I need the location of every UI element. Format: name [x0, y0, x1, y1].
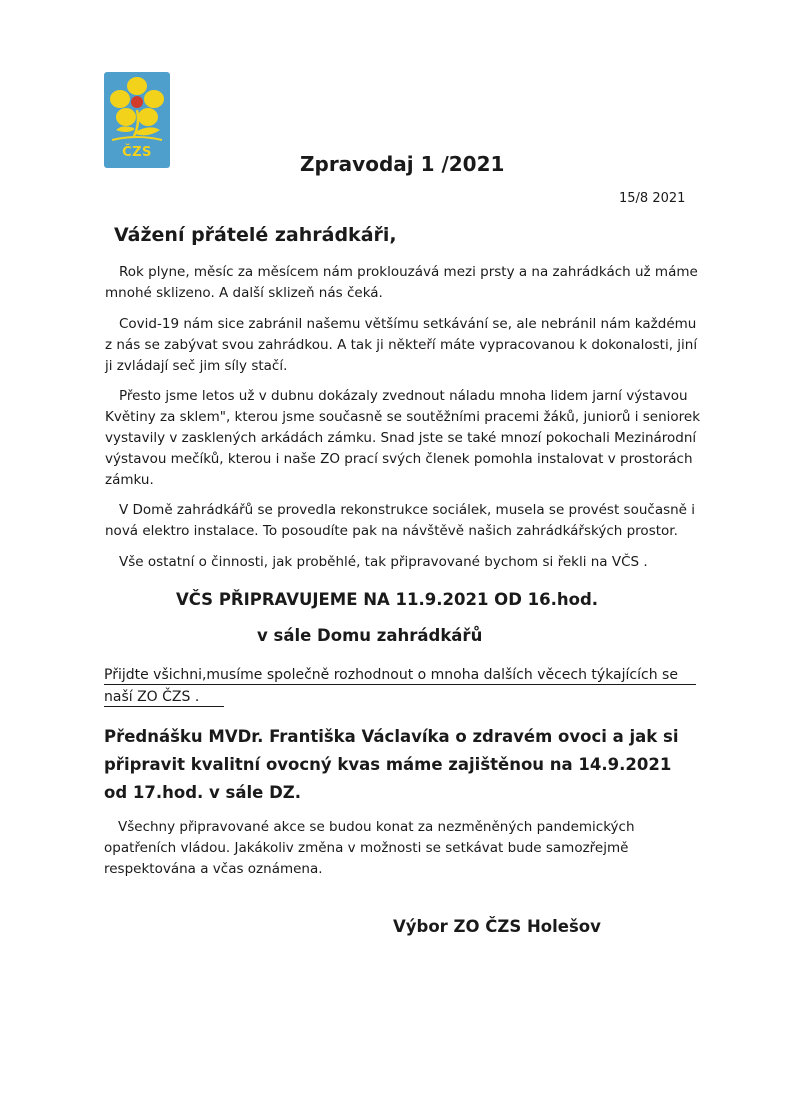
- greeting-heading: Vážení přátelé zahrádkáři,: [114, 224, 397, 246]
- paragraph: Vše ostatní o činnosti, jak proběhlé, tak připravované bychom si řekli na VČS .: [119, 554, 648, 570]
- announcement-date: VČS PŘIPRAVUJEME NA 11.9.2021 OD 16.hod.: [176, 590, 599, 609]
- underline: [104, 684, 696, 685]
- page-title: Zpravodaj 1 /2021: [300, 152, 505, 176]
- paragraph: Covid-19 nám sice zabránil našemu většímu setkávání se, ale nebránil nám každému z nás se zabývat svou zahrádkou. A tak ji někteří máte vypracovanou k dokonalosti, jiní ji zvládají seč jim síly stačí.: [105, 316, 698, 374]
- issue-date: 15/8 2021: [619, 191, 686, 206]
- logo-text: ČZS: [122, 145, 152, 160]
- lecture-announcement: Přednášku MVDr. Františka Václavíka o zdravém ovoci a jak si připravit kvalitní ovocný kvas máme zajištěnou na 14.9.2021 od 17.hod. v sále DZ.: [104, 727, 679, 802]
- paragraph: V Domě zahrádkářů se provedla rekonstrukce sociálek, musela se provést současně i nová elektro instalace. To posoudíte pak na návštěvě našich zahrádkářských prostor.: [105, 502, 696, 539]
- czs-logo: [104, 72, 170, 168]
- signature: Výbor ZO ČZS Holešov: [393, 917, 601, 936]
- announcement-place: v sále Domu zahrádkářů: [257, 626, 483, 645]
- underline: [104, 706, 224, 707]
- paragraph: Přesto jsme letos už v dubnu dokázaly zvednout náladu mnoha lidem jarní výstavou Květiny za sklem", kterou jsme současně se soutěžními pracemi žáků, juniorů i seniorek vystavily v zasklených arkádách zámku. Snad jste se také mnozí pokochali Mezinárodní výstavou mečíků, kterou i naše ZO prací svých členek pomohla instalovat v prostorách zámku.: [105, 388, 701, 488]
- paragraph: Rok plyne, měsíc za měsícem nám proklouzává mezi prsty a na zahrádkách už máme mnohé sklizeno. A další sklizeň nás čeká.: [105, 264, 698, 301]
- closing-paragraph: Všechny připravované akce se budou konat za nezměněných pandemických opatřeních vládou. Jakákoliv změna v možnosti se setkávat bude samozřejmě respektována a včas oznámena.: [104, 819, 635, 877]
- invitation-text: Přijdte všichni,musíme společně rozhodnout o mnoha dalších věcech týkajících se naší ZO ČZS .: [104, 667, 678, 705]
